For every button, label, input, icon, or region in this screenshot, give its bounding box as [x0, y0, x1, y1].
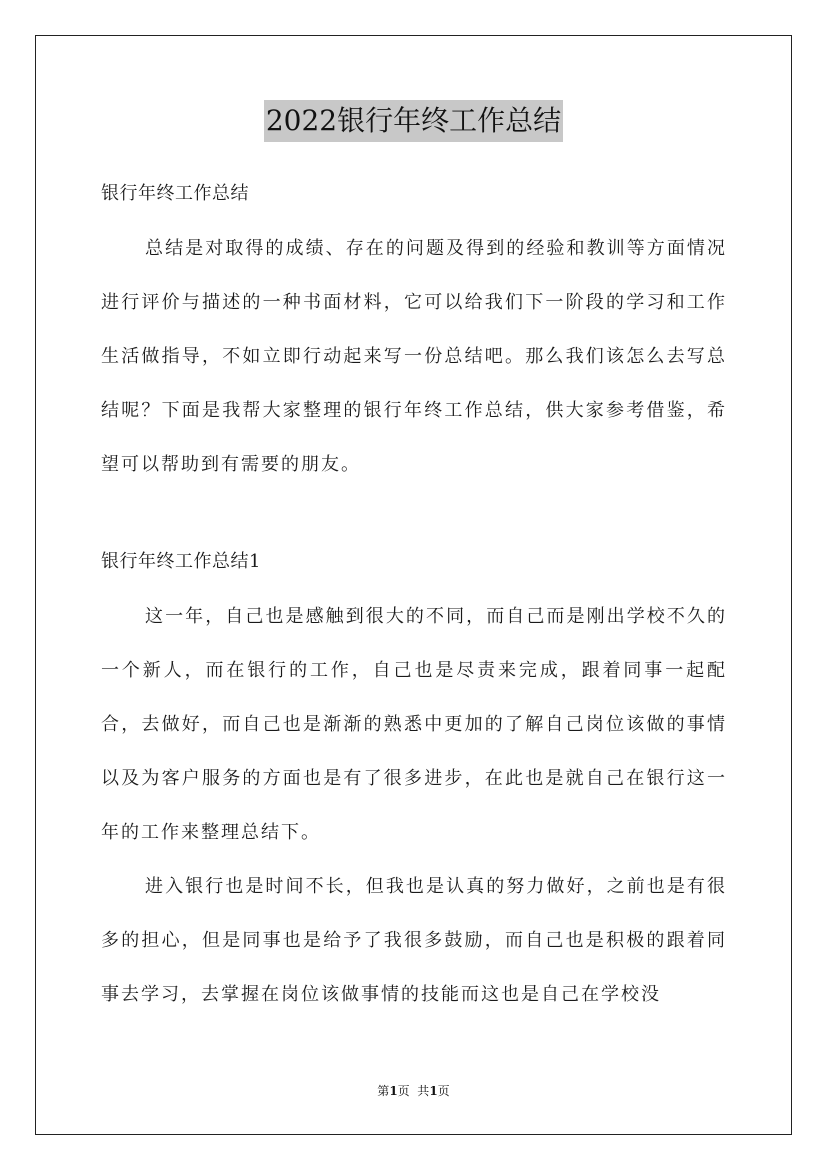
title-container: [0, 100, 827, 142]
section1-paragraph-2: 进入银行也是时间不长，但我也是认真的努力做好，之前也是有很多的担心，但是同事也是给予了我很多鼓励，而自己也是积极的跟着同事去学习，去掌握在岗位该做事情的技能而这也是自己在学校没: [101, 876, 727, 1005]
page-footer: [0, 1083, 827, 1099]
footer-prefix: 第: [377, 1084, 390, 1098]
section1-paragraph-1: 这一年，自己也是感触到很大的不同，而自己而是刚出学校不久的一个新人，而在银行的工作，自己也是尽责来完成，跟着同事一起配合，去做好，而自己也是渐渐的熟悉中更加的了解自己岗位该做的事情以及为客户服务的方面也是有了很多进步，在此也是就自己在银行这一年的工作来整理总结下。: [101, 606, 727, 843]
section1-heading: 银行年终工作总结1: [101, 551, 261, 572]
document-title: 2022银行年终工作总结: [264, 100, 563, 142]
document-body: [101, 170, 727, 1022]
footer-current-page: 1: [389, 1084, 398, 1098]
footer-total-pages: 1: [429, 1084, 438, 1098]
intro-heading: 银行年终工作总结: [101, 183, 249, 204]
footer-mid: 页 共: [397, 1084, 430, 1098]
intro-paragraph: 总结是对取得的成绩、存在的问题及得到的经验和教训等方面情况进行评价与描述的一种书面材料，它可以给我们下一阶段的学习和工作生活做指导，不如立即行动起来写一份总结吧。那么我们该怎么去写总结呢？下面是我帮大家整理的银行年终工作总结，供大家参考借鉴，希望可以帮助到有需要的朋友。: [101, 238, 727, 475]
footer-suffix: 页: [437, 1084, 450, 1098]
